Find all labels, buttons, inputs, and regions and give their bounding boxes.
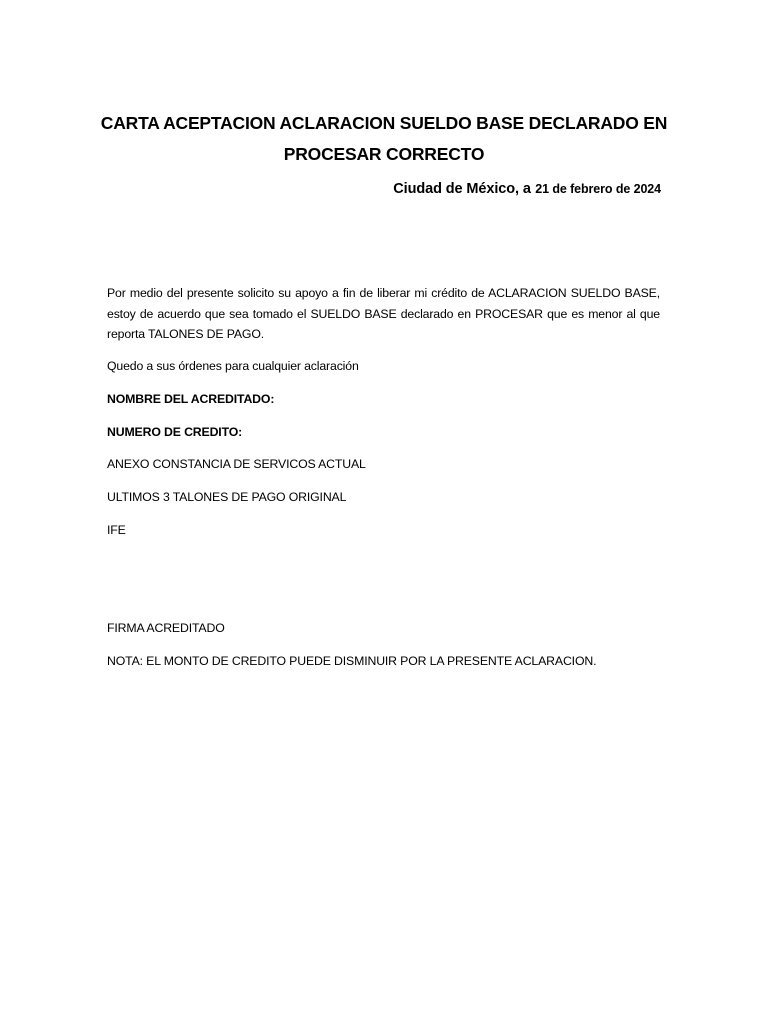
- request-paragraph: Por medio del presente solicito su apoyo a fin de liberar mi crédito de ACLARACION SUELDO BASE, estoy de acuerdo que sea tomado el SUELDO BASE declarado en PROCESAR que es menor al que reporta TALONES DE PAGO.: [107, 286, 660, 341]
- document-title: [90, 108, 678, 170]
- signature-label: FIRMA ACREDITADO: [107, 621, 225, 635]
- note-text: NOTA: EL MONTO DE CREDITO PUEDE DISMINUIR POR LA PRESENTE ACLARACION.: [107, 654, 597, 668]
- date-line: [393, 180, 661, 198]
- document-title-line-1: CARTA ACEPTACION ACLARACION SUELDO BASE DECLARADO EN: [100, 113, 668, 133]
- closing-paragraph: Quedo a sus órdenes para cualquier aclaración: [107, 359, 359, 373]
- annex-item: IFE: [107, 523, 126, 537]
- annex-item: ANEXO CONSTANCIA DE SERVICOS ACTUAL: [107, 457, 366, 471]
- date-city: Ciudad de México, a: [393, 181, 531, 197]
- credit-number-field: NUMERO DE CREDITO:: [107, 425, 243, 439]
- borrower-name-field: NOMBRE DEL ACREDITADO:: [107, 392, 275, 406]
- date-value: 21 de febrero de 2024: [535, 182, 661, 196]
- annex-item: ULTIMOS 3 TALONES DE PAGO ORIGINAL: [107, 490, 347, 504]
- document-title-line-2: PROCESAR CORRECTO: [283, 144, 485, 164]
